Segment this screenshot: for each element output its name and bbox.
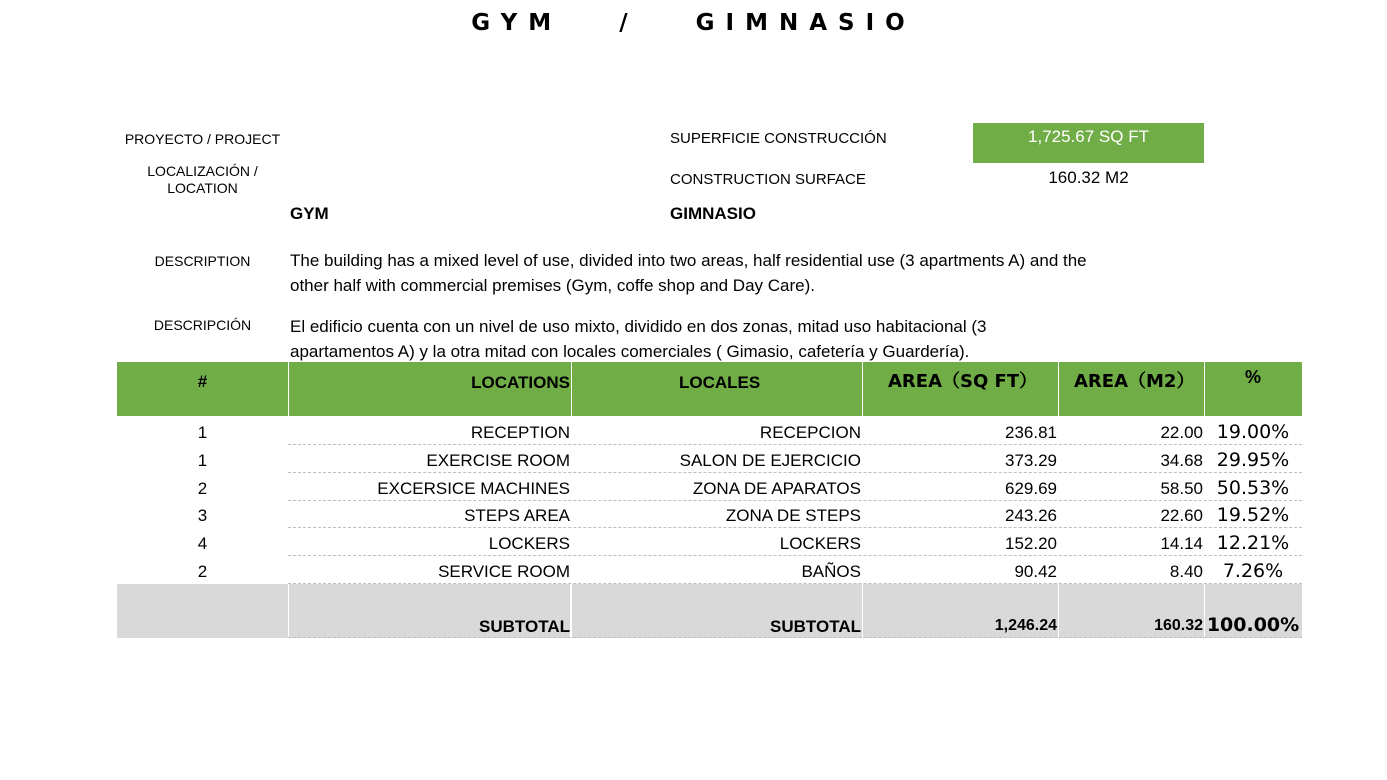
row-local: ZONA DE APARATOS	[692, 479, 861, 498]
row-area-m2: 14.14	[1160, 534, 1203, 553]
row-area-sqft: 152.20	[1005, 534, 1057, 553]
row-pct: 12.21%	[1216, 532, 1290, 554]
description-en-line1: The building has a mixed level of use, divided into two areas, half residential use (3 apartments A) and the	[290, 251, 1087, 270]
surface-label-es: SUPERFICIE CONSTRUCCIÓN	[670, 130, 887, 147]
header-locales: LOCALES	[679, 373, 761, 392]
row-area-sqft: 373.29	[1005, 451, 1057, 470]
row-pct: 29.95%	[1216, 449, 1290, 471]
row-location: RECEPTION	[470, 423, 570, 442]
location-label-line1: LOCALIZACIÓN /	[147, 163, 258, 179]
description-es-line1: El edificio cuenta con un nivel de uso mixto, dividido en dos zonas, mitad uso habitacional (3	[290, 317, 987, 336]
surface-m2-value: 160.32 M2	[1048, 168, 1129, 187]
row-location: SERVICE ROOM	[438, 562, 570, 581]
header-pct: %	[1244, 367, 1261, 387]
project-label: PROYECTO / PROJECT	[124, 131, 281, 147]
row-area-m2: 8.40	[1169, 562, 1203, 581]
header-area-sqft: AREA（SQ FT）	[888, 371, 1038, 392]
subtotal-label-en: SUBTOTAL	[479, 617, 570, 636]
project-name-en: GYM	[290, 204, 329, 223]
row-pct: 19.00%	[1216, 421, 1290, 443]
row-location: EXERCISE ROOM	[426, 451, 570, 470]
row-num: 2	[197, 562, 208, 581]
project-name-es: GIMNASIO	[670, 204, 756, 223]
row-pct: 7.26%	[1222, 560, 1284, 582]
description-es-text	[290, 314, 1220, 364]
row-area-sqft: 243.26	[1005, 506, 1057, 525]
row-local: ZONA DE STEPS	[725, 506, 861, 525]
surface-label-en: CONSTRUCTION SURFACE	[670, 171, 866, 188]
location-label	[117, 163, 288, 197]
header-num: #	[197, 372, 208, 391]
subtotal-sqft: 1,246.24	[994, 617, 1057, 634]
description-es-line2: apartamentos A) y la otra mitad con locales comerciales ( Gimasio, cafetería y Guardería).	[290, 342, 970, 361]
row-area-m2: 58.50	[1160, 479, 1203, 498]
subtotal-cell-bg	[117, 584, 288, 638]
row-num: 3	[197, 506, 208, 525]
row-area-sqft: 90.42	[1014, 562, 1057, 581]
row-location: STEPS AREA	[464, 506, 570, 525]
row-location: EXCERSICE MACHINES	[377, 479, 570, 498]
row-local: SALON DE EJERCICIO	[679, 451, 861, 470]
row-area-m2: 22.60	[1160, 506, 1203, 525]
header-divider	[571, 362, 572, 416]
row-pct: 19.52%	[1216, 504, 1290, 526]
row-local: LOCKERS	[779, 534, 861, 553]
row-area-sqft: 236.81	[1005, 423, 1057, 442]
row-num: 1	[197, 423, 208, 442]
subtotal-underline	[288, 637, 1302, 638]
description-en-label: DESCRIPTION	[154, 253, 251, 269]
row-local: BAÑOS	[801, 562, 861, 581]
header-area-m2: AREA（M2）	[1074, 371, 1195, 392]
row-local: RECEPCION	[759, 423, 861, 442]
row-area-sqft: 629.69	[1005, 479, 1057, 498]
row-num: 1	[197, 451, 208, 470]
subtotal-label-es: SUBTOTAL	[770, 617, 861, 636]
location-label-line2: LOCATION	[167, 180, 238, 196]
header-divider	[862, 362, 863, 416]
description-en-line2: other half with commercial premises (Gym, coffe shop and Day Care).	[290, 276, 815, 295]
row-location: LOCKERS	[488, 534, 570, 553]
row-pct: 50.53%	[1216, 477, 1290, 499]
row-area-m2: 22.00	[1160, 423, 1203, 442]
subtotal-pct: 100.00%	[1206, 614, 1300, 636]
header-divider	[1058, 362, 1059, 416]
description-en-text	[290, 248, 1220, 298]
row-area-m2: 34.68	[1160, 451, 1203, 470]
description-es-label: DESCRIPCIÓN	[153, 317, 252, 333]
page-title: GYM / GIMNASIO	[471, 10, 916, 36]
surface-sqft-value: 1,725.67 SQ FT	[973, 123, 1204, 163]
row-num: 4	[197, 534, 208, 553]
header-locations: LOCATIONS	[471, 373, 570, 392]
row-num: 2	[197, 479, 208, 498]
subtotal-m2: 160.32	[1154, 617, 1203, 634]
